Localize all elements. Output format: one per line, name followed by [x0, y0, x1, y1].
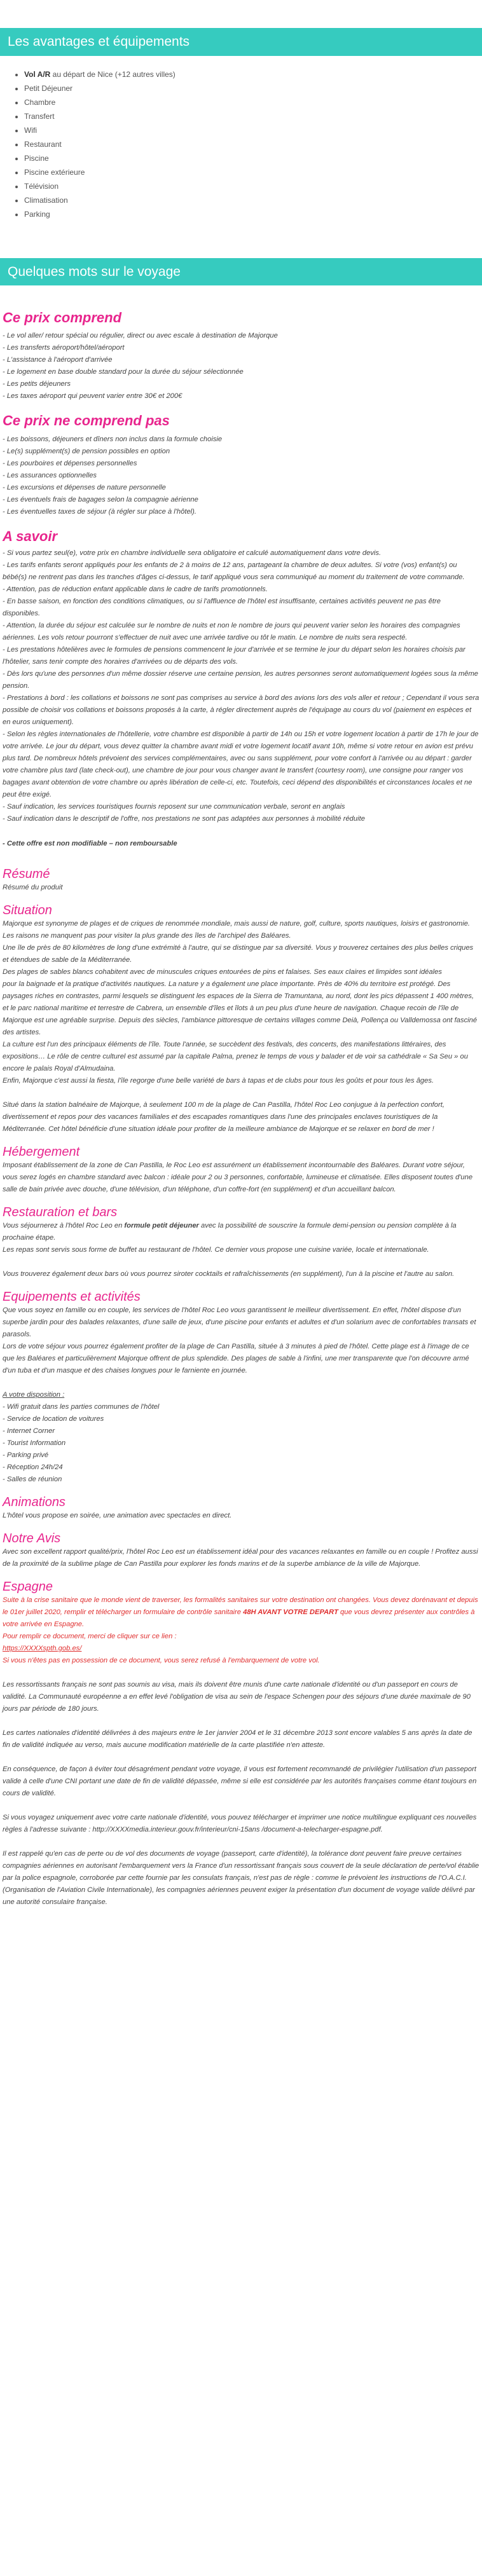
- disposition-list: [3, 1401, 479, 1486]
- prix-comprend-item: - Le vol aller/ retour spécial ou régulier, direct ou avec escale à destination de Majorque: [3, 332, 278, 340]
- heading-equipements: Equipements et activités: [3, 1290, 141, 1305]
- disposition-item: - Parking privé: [3, 1451, 49, 1460]
- feature-item-label: Parking: [24, 209, 50, 219]
- feature-item-label: au départ de Nice (+12 autres villes): [50, 69, 176, 79]
- situation-hotel-text: Situé dans la station balnéaire de Majorque, à seulement 100 m de la plage de Can Pastilla, l'hôtel Roc Leo conjugue à la perfection confort, divertissement et repos pour des vacances familiales et des escapades romantiques dans l'une des principales enclaves touristiques de la Méditerranée. Cet hôtel bénéficie d'une situation idéale pour profiter de la meilleure ambiance de Majorque et se relaxer en bord de mer !: [3, 1101, 444, 1134]
- situation-text: Majorque est synonyme de plages et de criques de renommée mondiale, mais aussi de nature, golf, culture, sports nautiques, loisirs et gastronomie. Les raisons ne manquent pas pour visiter la plus grande des îles de l'archipel des Baléares. Une île de près de 80 kilomètres de long d'une extrémité à l'autre, qui se distingue par sa diversité. Vous y trouverez certaines des plus belles criques et étendues de sable de la Méditerranée. Des plages de sables blancs cohabitent avec de minuscules criques entourées de pins et falaises. Ses eaux claires et limpides sont idéales pour la baignade et la pratique d'activités nautiques. La nature y a également une place importante. Près de 40% du territoire est protégé. Des paysages riches en contrastes, parmi lesquels se distinguent les espaces de la Sierra de Tramuntana, au nord, dont les pics dépassent 1 400 mètres, et le parc national maritime et terrestre de Cabrera, un ensemble d'îles et îlots à un peu plus d'une heure de navigation. Chaque recoin de l'île de Majorque est une agréable surprise. Depuis des siècles, l'ambiance pittoresque de certains villages comme Deià, Pollença ou Valldemossa ont fasciné des artistes. La culture est l'un des principaux éléments de l'île. Toute l'année, se succèdent des festivals, des concerts, des manifestations littéraires, des expositions… Le rôle de centre culturel est assumé par la capitale Palma, prenez le temps de vous y balader et de voir sa cathédrale « Sa Seu » ou encore le palais Royal d'Almudaina. Enfin, Majorque c'est aussi la fiesta, l'île regorge d'une belle variété de bars à tapas et de clubs pour tous les goûts et pour tous les âges.: [3, 920, 478, 1085]
- feature-item: [24, 67, 482, 81]
- feature-item: [24, 81, 482, 95]
- feature-item-label: Piscine extérieure: [24, 167, 85, 177]
- section-banner-avantages: Les avantages et équipements: [0, 28, 482, 56]
- prix-non-comprend-item: - Les pourboires et dépenses personnelles: [3, 459, 137, 467]
- section-banner-voyage: Quelques mots sur le voyage: [0, 258, 482, 286]
- prix-comprend-item: - Les petits déjeuners: [3, 380, 71, 388]
- espagne-notice-text: Si vous voyagez uniquement avec votre carte nationale d'identité, vous pouvez télécharger et imprimer une notice multilingue expliquant ces nouvelles règles à l'adresse suivante : http://XXXXmedia.interieur.gouv.fr/interieur/cni-15ans /document-a-telecharger-espagne.pdf.: [3, 1814, 477, 1834]
- feature-item: [24, 123, 482, 137]
- feature-item-label: Wifi: [24, 125, 37, 135]
- espagne-cni-text: Les cartes nationales d'identité délivrées à des majeurs entre le 1er janvier 2004 et le 31 décembre 2013 sont encore valables 5 ans après la date de fin de validité indiquée au verso, mais aucune modification matérielle de la carte plastifiée n'en atteste.: [3, 1729, 472, 1750]
- sanitary-refusal-note: Si vous n'êtes pas en possession de ce document, vous serez refusé à l'embarquement de votre vol.: [3, 1657, 320, 1665]
- prix-comprend-item: - L'assistance à l'aéroport d'arrivée: [3, 356, 113, 364]
- sanitary-link-intro: Pour remplir ce document, merci de cliquer sur ce lien :: [3, 1633, 177, 1641]
- feature-item-bold: Vol A/R: [24, 69, 51, 79]
- prix-non-comprend-item: - Les excursions et dépenses de nature personnelle: [3, 483, 166, 491]
- feature-item-label: Chambre: [24, 97, 56, 107]
- prix-non-comprend-item: - Le(s) supplément(s) de pension possibles en option: [3, 447, 170, 455]
- disposition-title: A votre disposition :: [3, 1391, 65, 1399]
- sanitary-warning-text: Suite à la crise sanitaire que le monde vient de traverser, les formalités sanitaires sur votre destination ont changées. Vous devez dorénavant et depuis le 01er juillet 2020, remplir et télécharger un formulaire de contrôle sanitaire: [3, 1596, 478, 1617]
- disposition-item: - Salles de réunion: [3, 1476, 62, 1484]
- feature-item-label: Transfert: [24, 111, 55, 121]
- feature-item: [24, 151, 482, 165]
- sanitary-deadline: 48H AVANT VOTRE DEPART: [243, 1608, 338, 1617]
- feature-item: [24, 207, 482, 221]
- heading-animations: Animations: [3, 1495, 65, 1510]
- feature-item: [24, 179, 482, 193]
- feature-item-label: Restaurant: [24, 139, 62, 149]
- restauration-text: [3, 1220, 479, 1256]
- restauration-bars-text: Vous trouverez également deux bars où vous pourrez siroter cocktails et rafraîchissements (en supplément), l'un à la piscine et l'autre au salon.: [3, 1270, 455, 1278]
- prix-comprend-list: [3, 330, 479, 402]
- feature-item-label: Petit Déjeuner: [24, 83, 73, 93]
- disposition-item: - Wifi gratuit dans les parties communes de l'hôtel: [3, 1403, 160, 1411]
- feature-item-label: Climatisation: [24, 195, 68, 205]
- disposition-item: - Réception 24h/24: [3, 1463, 63, 1472]
- non-modifiable-note: - Cette offre est non modifiable – non remboursable: [3, 840, 177, 848]
- trip-content: [0, 310, 482, 1908]
- restauration-text-a: Vous séjournerez à l'hôtel Roc Leo en: [3, 1222, 125, 1230]
- a-savoir-text: - Si vous partez seul(e), votre prix en chambre individuelle sera obligatoire et calculé automatiquement dans votre devis. - Les tarifs enfants seront appliqués pour les enfants de 2 à moins de 12 ans, partageant la chambre de deux adultes. Si votre (vos) enfant(s) ou bébé(s) ne rentrent pas dans les tranches d'âges ci-dessus, le tarif appliqué vous sera communiqué au moment du traitement de votre commande. - Attention, pas de réduction enfant applicable dans le cadre de tarifs promotionnels. - En basse saison, en fonction des conditions climatiques, ou si l'affluence de l'hôtel est insuffisante, certaines activités peuvent ne pas être disponibles. - Attention, la durée du séjour est calculée sur le nombre de nuits et non le nombre de jours qui peuvent varier selon les horaires des compagnies aériennes. Les vols retour pourront s'effectuer de nuit avec une arrivée tardive ou tôt le matin. Le nombre de nuits sera respecté. - Les prestations hôtelières avec le formules de pensions commencent le jour d'arrivée et se termine le jour du départ selon les horaires choisis par l'hôtelier, sans tenir compte des horaires d'arrivées ou de départs des vols. - Dès lors qu'une des personnes d'un même dossier réserve une certaine pension, les autres personnes seront automatiquement logées sous la même pension. - Prestations à bord : les collations et boissons ne sont pas comprises au service à bord des avions lors des vols aller et retour ; Cependant il vous sera possible de choisir vos collations et boissons proposés à la carte, à régler directement auprès de l'équipage au cours du vol (paiement en espèces et en euros uniquement). - Selon les règles internationales de l'hôtellerie, votre chambre est disponible à partir de 14h ou 15h et votre logement location à partir de 17h le jour de votre arrivée. Le jour du départ, vous devez quitter la chambre avant midi et votre logement locatif avant 10h, même si votre retour en avion est prévu plus tard. De nombreux hôtels prévoient des services complémentaires, avec ou sans supplément, pour votre confort à l'arrivée ou au départ : garder votre chambre plus tard (late check-out), une chambre de jour pour vous changer avant le transfert (courtesy room), une consigne pour ranger vos bagages avant obtention de votre chambre ou après libération de celle-ci, etc. Toutefois, ceci dépend des disponibilités et circonstances locales et ne peut être exigé. - Sauf indication, les services touristiques fournis reposent sur une communication verbale, seront en anglais - Sauf indication dans le descriptif de l'offre, nos prestations ne sont pas adaptées aux personnes à mobilité réduite: [3, 549, 479, 823]
- heading-hebergement: Hébergement: [3, 1145, 80, 1160]
- prix-non-comprend-item: - Les éventuelles taxes de séjour (à régler sur place à l'hôtel).: [3, 507, 196, 516]
- animations-text: L'hôtel vous propose en soirée, une animation avec spectacles en direct.: [3, 1512, 232, 1520]
- prix-non-comprend-item: - Les assurances optionnelles: [3, 471, 97, 479]
- disposition-item: - Tourist Information: [3, 1439, 66, 1448]
- prix-non-comprend-item: - Les boissons, déjeuners et dîners non inclus dans la formule choisie: [3, 435, 223, 443]
- heading-resume: Résumé: [3, 867, 50, 882]
- sanitary-warning: [3, 1594, 479, 1667]
- page: [0, 28, 482, 1908]
- hebergement-text: Imposant établissement de la zone de Can Pastilla, le Roc Leo est assurément un établissement incontournable des Baléares. Durant votre séjour, vous serez logés en chambre standard avec balcon : idéale pour 2 ou 3 personnes, confortable, lumineuse et climatisée. Elles disposent toutes d'une salle de bain privée avec douche, d'une télévision, d'un téléphone, d'un coffre-fort (en supplément) et d'un accueillant balcon.: [3, 1161, 473, 1194]
- feature-item-label: Télévision: [24, 181, 59, 191]
- heading-espagne: Espagne: [3, 1580, 53, 1594]
- sanitary-warning-text-2: que vous devrez présenter aux contrôles à votre arrivée en Espagne.: [3, 1608, 475, 1629]
- espagne-loss-text: Il est rappelé qu'en cas de perte ou de vol des documents de voyage (passeport, carte d'identité), la tolérance dont peuvent faire preuve certaines compagnies aériennes en autorisant l'embarquement vers la France d'un ressortissant français sous couvert de la seule déclaration de perte/vol établie par la police espagnole, corroborée par cette fournie par les consulats français, n'est pas de règle : comme le prévoient les instructions de l'O.A.C.I. (Organisation de l'Aviation Civile Internationale), les compagnies aériennes peuvent exiger la présentation d'un document de voyage valide délivré par une autorité consulaire française.: [3, 1850, 479, 1907]
- equipements-text: Que vous soyez en famille ou en couple, les services de l'hôtel Roc Leo vous garantissent le meilleur divertissement. En effet, l'hôtel dispose d'un superbe jardin pour des balades relaxantes, d'une salle de jeux, d'une piscine pour enfants et adultes et d'un solarium avec de confortables transats et parasols. Lors de votre séjour vous pourrez également profiter de la plage de Can Pastilla, située à 3 minutes à pied de l'hôtel. Cette plage est à l'image de ce que les Baléares et particulièrement Majorque offrent de plus splendide. Des plages de sable à l'infini, une mer transparente que l'on découvre armé d'un tuba et d'un masque et des chaises longues pour le farniente en journée.: [3, 1306, 476, 1375]
- feature-item: [24, 95, 482, 109]
- disposition-item: - Service de location de voitures: [3, 1415, 104, 1423]
- feature-item: [24, 165, 482, 179]
- features-list: [0, 67, 482, 221]
- prix-non-comprend-list: [3, 434, 479, 518]
- espagne-visa-text: Les ressortissants français ne sont pas soumis au visa, mais ils doivent être munis d'une carte nationale d'identité ou d'un passeport en cours de validité. La Communauté européenne a en effet levé l'obligation de visa au sein de l'espace Schengen pour des séjours d'une durée maximale de 90 jours par période de 180 jours.: [3, 1681, 471, 1713]
- feature-item: [24, 109, 482, 123]
- heading-prix-non-comprend: Ce prix ne comprend pas: [3, 413, 170, 429]
- espagne-passport-text: En conséquence, de façon à éviter tout désagrément pendant votre voyage, il vous est fortement recommandé de privilégier l'utilisation d'un passeport valide à celle d'une CNI portant une date de fin de validité dépassée, même si elle est considérée par les autorités françaises comme étant toujours en cours de validité.: [3, 1765, 477, 1798]
- heading-a-savoir: A savoir: [3, 528, 58, 544]
- resume-text: Résumé du produit: [3, 884, 63, 892]
- prix-comprend-item: - Le logement en base double standard pour la durée du séjour sélectionnée: [3, 368, 244, 376]
- prix-comprend-item: - Les transferts aéroport/hôtel/aéroport: [3, 344, 125, 352]
- heading-notre-avis: Notre Avis: [3, 1531, 61, 1546]
- heading-situation: Situation: [3, 903, 52, 918]
- feature-item-label: Piscine: [24, 153, 49, 163]
- sanitary-form-link[interactable]: https://XXXXspth.gob.es/: [3, 1645, 82, 1653]
- feature-item: [24, 137, 482, 151]
- prix-comprend-item: - Les taxes aéroport qui peuvent varier entre 30€ et 200€: [3, 392, 182, 401]
- avis-text: Avec son excellent rapport qualité/prix, l'hôtel Roc Leo est un établissement idéal pour des vacances relaxantes en famille ou en couple ! Profitez aussi de la proximité de la sublime plage de Can Pastilla pour explorer les fonds marins et de la superbe ambiance de la ville de Majorque.: [3, 1548, 478, 1568]
- disposition-item: - Internet Corner: [3, 1427, 55, 1435]
- restauration-text-b: avec la possibilité de souscrire la formule demi-pension ou pension complète à la prochaine étape. Les repas sont servis sous forme de buffet au restaurant de l'hôtel. Ce dernier vous propose une cuisine variée, locale et internationale.: [3, 1222, 457, 1254]
- prix-non-comprend-item: - Les éventuels frais de bagages selon la compagnie aérienne: [3, 495, 198, 504]
- restauration-formule: formule petit déjeuner: [124, 1222, 199, 1230]
- heading-restauration: Restauration et bars: [3, 1205, 118, 1220]
- feature-item: [24, 193, 482, 207]
- heading-prix-comprend: Ce prix comprend: [3, 310, 122, 325]
